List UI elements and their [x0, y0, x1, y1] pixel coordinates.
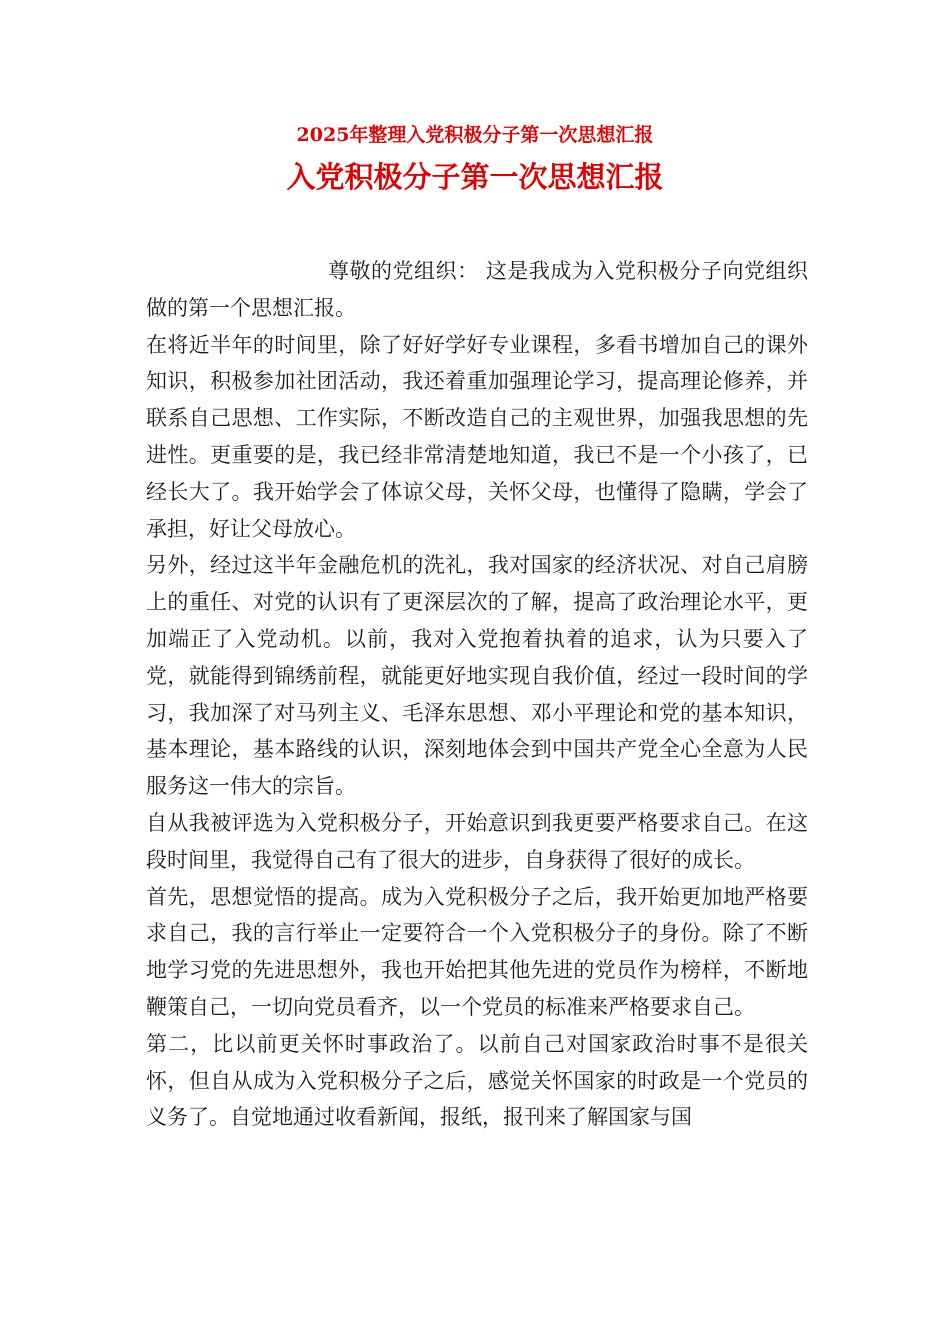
document-body: [146, 253, 808, 1136]
document-title: 入党积极分子第一次思想汇报: [286, 160, 664, 194]
paragraph: 自从我被评选为入党积极分子，开始意识到我更要严格要求自己。在这段时间里，我觉得自己有了很大的进步，自身获得了很好的成长。: [146, 810, 808, 872]
paragraph: 首先，思想觉悟的提高。成为入党积极分子之后，我开始更加地严格要求自己，我的言行举止一定要符合一个入党积极分子的身份。除了不断地学习党的先进思想外，我也开始把其他先进的党员作为榜样，不断地鞭策自己，一切向党员看齐，以一个党员的标准来严格要求自己。: [146, 884, 808, 1019]
paragraph-salutation: 尊敬的党组织： 这是我成为入党积极分子向党组织做的第一个思想汇报。: [146, 259, 808, 320]
document-subtitle: 2025年整理入党积极分子第一次思想汇报: [296, 124, 654, 146]
paragraph: 在将近半年的时间里，除了好好学好专业课程，多看书增加自己的课外知识，积极参加社团活动，我还着重加强理论学习，提高理论修养，并联系自己思想、工作实际，不断改造自己的主观世界，加强我思想的先进性。更重要的是，我已经非常清楚地知道，我已不是一个小孩了，已经长大了。我开始学会了体谅父母，关怀父母，也懂得了隐瞒，学会了承担，好让父母放心。: [146, 332, 808, 541]
paragraph: 第二，比以前更关怀时事政治了。以前自己对国家政治时事不是很关怀，但自从成为入党积极分子之后，感觉关怀国家的时政是一个党员的义务了。自觉地通过收看新闻，报纸，报刊来了解国家与国: [146, 1031, 808, 1130]
paragraph: 另外，经过这半年金融危机的洗礼，我对国家的经济状况、对自己肩膀上的重任、对党的认识有了更深层次的了解，提高了政治理论水平，更加端正了入党动机。以前，我对入党抱着执着的追求，认为只要入了党，就能得到锦绣前程，就能更好地实现自我价值，经过一段时间的学习，我加深了对马列主义、毛泽东思想、邓小平理论和党的基本知识，基本理论，基本路线的认识，深刻地体会到中国共产党全心全意为人民服务这一伟大的宗旨。: [146, 553, 808, 799]
